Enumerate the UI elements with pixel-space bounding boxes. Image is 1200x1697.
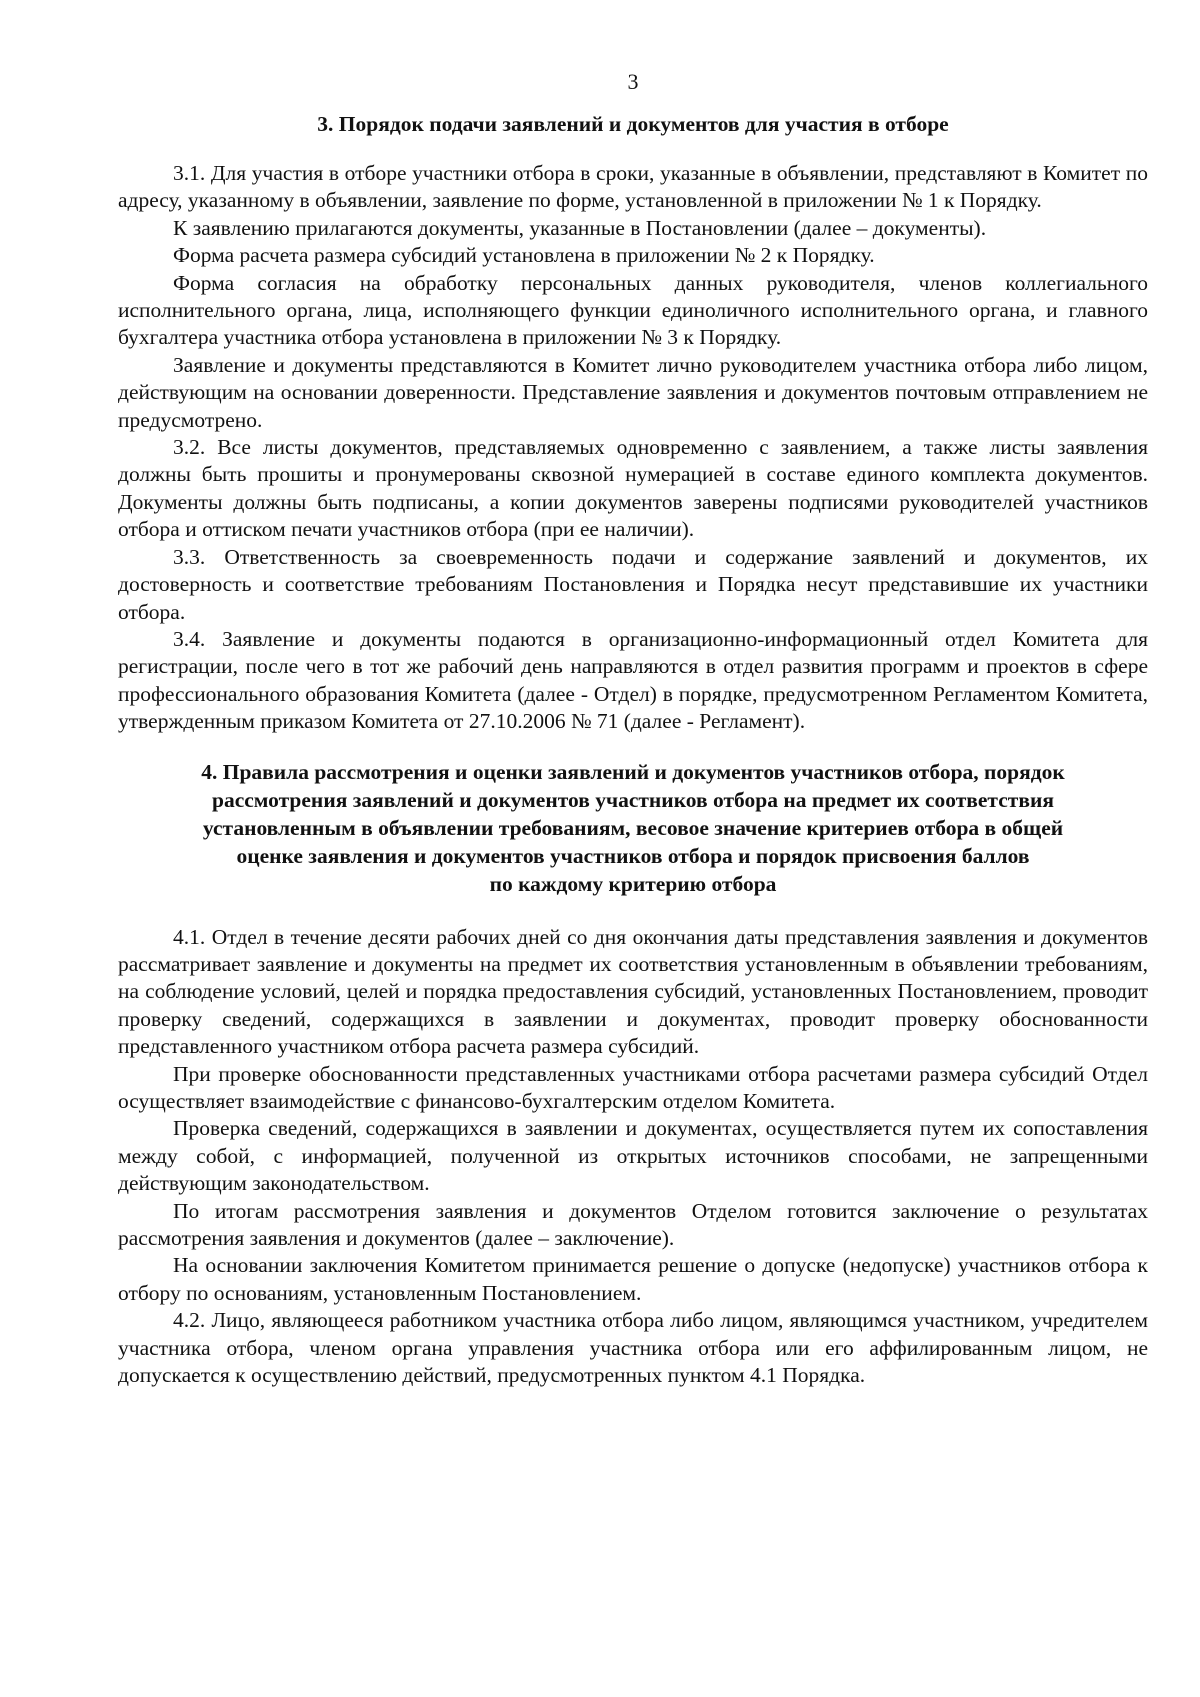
paragraph-3-1-attachments: К заявлению прилагаются документы, указанные в Постановлении (далее – документы). [173,215,987,240]
paragraph-4-1-finance: При проверке обоснованности представленных участниками отбора расчетами размера субсидий Отдел осуществляет взаимодействие с финансово-бухгалтерским отделом Комитета. [118,1061,1148,1113]
section-4-heading-line: 4. Правила рассмотрения и оценки заявлений и документов участников отбора, порядок [201,759,1065,784]
paragraph-4-2: 4.2. Лицо, являющееся работником участника отбора либо лицом, являющимся участником, учредителем участника отбора, членом органа управления участника отбора или его аффилированным лицом, не допускается к осуществлению действий, предусмотренных пунктом 4.1 Порядка. [118,1308,1148,1388]
section-4-heading [118,758,1148,898]
paragraph-3-1: 3.1. Для участия в отборе участники отбора в сроки, указанные в объявлении, представляют в Комитет по адресу, указанному в объявлении, заявление по форме, установленной в приложении № 1 к Порядку. [118,161,1148,213]
paragraph-3-2: 3.2. Все листы документов, представляемых одновременно с заявлением, а также листы заявления должны быть прошиты и пронумерованы сквозной нумерацией в составе единого комплекта документов. Документы должны быть подписаны, а копии документов заверены подписями руководителей участников отбора и оттиском печати участников отбора (при ее наличии). [118,435,1148,542]
section-4-heading-line: установленным в объявлении требованиям, весовое значение критериев отбора в общей [202,815,1064,840]
paragraph-4-1: 4.1. Отдел в течение десяти рабочих дней со дня окончания даты представления заявления и документов рассматривает заявление и документы на предмет их соответствия установленным в объявлении требованиям, на соблюдение условий, целей и порядка предоставления субсидий, установленных Постановлением, проводит проверку сведений, содержащихся в заявлении и документах, проводит проверку обоснованности представленного участником отбора расчета размера субсидий. [118,924,1148,1059]
paragraph-3-1-submission: Заявление и документы представляются в Комитет лично руководителем участника отбора либо лицом, действующим на основании доверенности. Представление заявления и документов почтовым отправлением не предусмотрено. [118,352,1148,432]
document-page [118,68,1148,1389]
section-4-heading-line: оценке заявления и документов участников отбора и порядок присвоения баллов [236,843,1030,868]
section-3-heading: 3. Порядок подачи заявлений и документов для участия в отборе [317,112,949,136]
section-3-body [118,160,1148,736]
paragraph-4-1-verification: Проверка сведений, содержащихся в заявлении и документах, осуществляется путем их сопоставления между собой, с информацией, полученной из открытых источников способами, не запрещенными действующим законодательством. [118,1116,1148,1196]
page-number: 3 [627,69,639,94]
section-4-body [118,924,1148,1390]
paragraph-4-1-conclusion: По итогам рассмотрения заявления и документов Отделом готовится заключение о результатах рассмотрения заявления и документов (далее – заключение). [118,1198,1148,1250]
paragraph-4-1-decision: На основании заключения Комитетом принимается решение о допуске (недопуске) участников отбора к отбору по основаниям, установленным Постановлением. [118,1253,1148,1305]
paragraph-3-1-consent-form: Форма согласия на обработку персональных данных руководителя, членов коллегиального исполнительного органа, лица, исполняющего функции единоличного исполнительного органа, и главного бухгалтера участника отбора установлена в приложении № 3 к Порядку. [118,270,1148,350]
paragraph-3-3: 3.3. Ответственность за своевременность подачи и содержание заявлений и документов, их достоверность и соответствие требованиям Постановления и Порядка несут представившие их участники отбора. [118,544,1148,624]
section-4-heading-line: рассмотрения заявлений и документов участников отбора на предмет их соответствия [211,787,1054,812]
paragraph-3-1-calc-form: Форма расчета размера субсидий установлена в приложении № 2 к Порядку. [173,243,875,268]
paragraph-3-4: 3.4. Заявление и документы подаются в организационно-информационный отдел Комитета для регистрации, после чего в тот же рабочий день направляются в отдел развития программ и проектов в сфере профессионального образования Комитета (далее - Отдел) в порядке, предусмотренном Регламентом Комитета, утвержденным приказом Комитета от 27.10.2006 № 71 (далее - Регламент). [118,626,1148,734]
section-4-heading-line: по каждому критерию отбора [489,871,777,896]
